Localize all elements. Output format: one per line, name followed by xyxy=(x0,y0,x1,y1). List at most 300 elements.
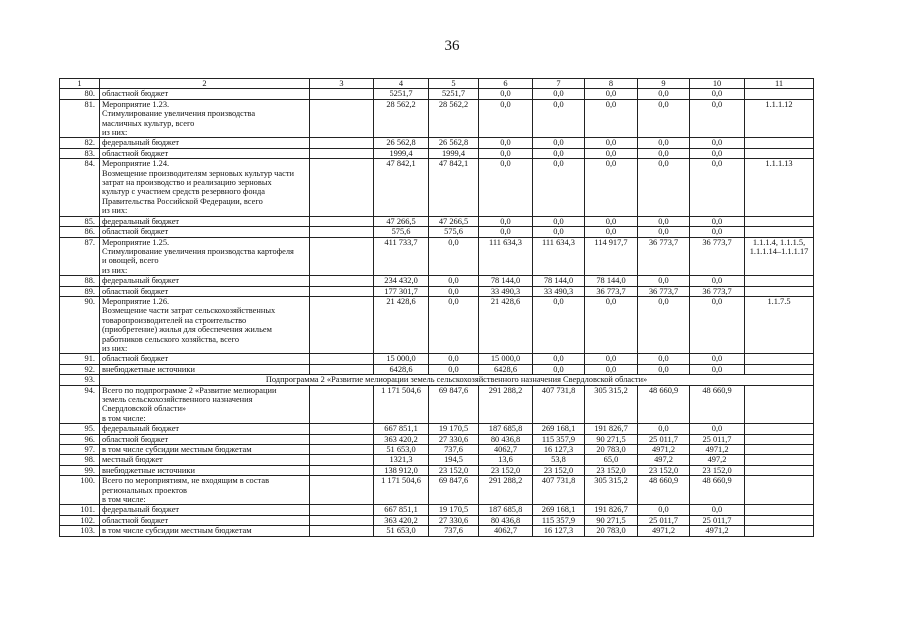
description-cell xyxy=(100,159,310,216)
description-line: Правительства Российской Федерации, всего xyxy=(102,196,263,206)
column-3-cell xyxy=(310,276,374,286)
value-cell: 28 562,2 xyxy=(429,99,479,138)
description-line: областной бюджет xyxy=(102,148,169,158)
value-cell: 0,0 xyxy=(585,296,638,353)
description-line: областной бюджет xyxy=(102,354,169,364)
description-cell xyxy=(100,148,310,158)
value-cell: 0,0 xyxy=(690,89,745,99)
description-cell xyxy=(100,227,310,237)
value-cell: 4971,2 xyxy=(690,445,745,455)
description-line: Всего по подпрограмме 2 «Развитие мелиорации xyxy=(102,385,277,395)
reference-cell xyxy=(745,286,814,296)
value-cell: 0,0 xyxy=(479,148,533,158)
value-cell: 23 152,0 xyxy=(690,465,745,475)
value-cell: 305 315,2 xyxy=(585,385,638,424)
header-cell: 8 xyxy=(585,79,638,89)
description-line: областной бюджет xyxy=(102,89,169,99)
row-number-cell: 80. xyxy=(60,89,100,99)
description-line: из них: xyxy=(102,265,128,275)
description-line: и овощей, всего xyxy=(102,256,159,266)
value-cell: 0,0 xyxy=(638,424,690,434)
description-line: масличных культур, всего xyxy=(102,118,195,128)
column-3-cell xyxy=(310,445,374,455)
value-cell: 13,6 xyxy=(479,455,533,465)
reference-cell xyxy=(745,216,814,226)
table-row xyxy=(60,364,814,374)
value-cell: 47 842,1 xyxy=(429,159,479,216)
value-cell: 1321,3 xyxy=(374,455,429,465)
value-cell: 4971,2 xyxy=(638,445,690,455)
table-row xyxy=(60,354,814,364)
value-cell: 33 490,3 xyxy=(479,286,533,296)
reference-cell xyxy=(745,385,814,424)
value-cell: 407 731,8 xyxy=(533,476,585,505)
description-line: областной бюджет xyxy=(102,515,169,525)
column-3-cell xyxy=(310,159,374,216)
value-cell: 0,0 xyxy=(533,89,585,99)
row-number-cell: 97. xyxy=(60,445,100,455)
table-row xyxy=(60,227,814,237)
value-cell: 0,0 xyxy=(638,148,690,158)
value-cell: 497,2 xyxy=(638,455,690,465)
column-3-cell xyxy=(310,99,374,138)
value-cell: 115 357,9 xyxy=(533,434,585,444)
value-cell: 23 152,0 xyxy=(533,465,585,475)
value-cell: 90 271,5 xyxy=(585,434,638,444)
value-cell: 0,0 xyxy=(479,99,533,138)
table-row xyxy=(60,476,814,505)
value-cell: 0,0 xyxy=(585,227,638,237)
table-row xyxy=(60,216,814,226)
column-3-cell xyxy=(310,424,374,434)
value-cell: 90 271,5 xyxy=(585,515,638,525)
description-cell xyxy=(100,364,310,374)
description-cell xyxy=(100,515,310,525)
description-cell xyxy=(100,216,310,226)
reference-cell xyxy=(745,276,814,286)
reference-cell xyxy=(745,445,814,455)
value-cell: 0,0 xyxy=(479,227,533,237)
description-line: земель сельскохозяйственного назначения xyxy=(102,395,253,404)
column-3-cell xyxy=(310,455,374,465)
description-cell xyxy=(100,434,310,444)
reference-cell: 1.1.1.4, 1.1.1.5, 1.1.1.14–1.1.1.17 xyxy=(745,237,814,276)
row-number-cell: 93. xyxy=(60,375,100,385)
value-cell: 0,0 xyxy=(585,159,638,216)
value-cell: 1 171 504,6 xyxy=(374,385,429,424)
header-cell: 5 xyxy=(429,79,479,89)
value-cell: 25 011,7 xyxy=(690,515,745,525)
value-cell: 667 851,1 xyxy=(374,505,429,515)
column-3-cell xyxy=(310,138,374,148)
description-cell xyxy=(100,445,310,455)
value-cell: 0,0 xyxy=(638,364,690,374)
reference-cell xyxy=(745,515,814,525)
value-cell: 115 357,9 xyxy=(533,515,585,525)
value-cell: 0,0 xyxy=(690,148,745,158)
value-cell: 5251,7 xyxy=(374,89,429,99)
row-number-cell: 86. xyxy=(60,227,100,237)
value-cell: 497,2 xyxy=(690,455,745,465)
value-cell: 36 773,7 xyxy=(585,286,638,296)
description-cell xyxy=(100,385,310,424)
description-cell xyxy=(100,505,310,515)
value-cell: 23 152,0 xyxy=(638,465,690,475)
value-cell: 26 562,8 xyxy=(429,138,479,148)
value-cell: 69 847,6 xyxy=(429,385,479,424)
table-row xyxy=(60,276,814,286)
reference-cell xyxy=(745,505,814,515)
value-cell: 0,0 xyxy=(638,159,690,216)
value-cell: 411 733,7 xyxy=(374,237,429,276)
value-cell: 187 685,8 xyxy=(479,505,533,515)
description-line: федеральный бюджет xyxy=(102,424,180,434)
value-cell: 305 315,2 xyxy=(585,476,638,505)
row-number-cell: 92. xyxy=(60,364,100,374)
value-cell: 0,0 xyxy=(429,296,479,353)
column-3-cell xyxy=(310,385,374,424)
value-cell: 19 170,5 xyxy=(429,424,479,434)
value-cell: 48 660,9 xyxy=(690,476,745,505)
header-cell: 6 xyxy=(479,79,533,89)
row-number-cell: 84. xyxy=(60,159,100,216)
value-cell: 28 562,2 xyxy=(374,99,429,138)
column-3-cell xyxy=(310,515,374,525)
column-3-cell xyxy=(310,364,374,374)
description-line: Свердловской области» xyxy=(102,404,187,414)
value-cell: 6428,6 xyxy=(479,364,533,374)
value-cell: 0,0 xyxy=(585,364,638,374)
column-3-cell xyxy=(310,286,374,296)
header-cell: 9 xyxy=(638,79,690,89)
row-number-cell: 81. xyxy=(60,99,100,138)
value-cell: 15 000,0 xyxy=(374,354,429,364)
reference-cell xyxy=(745,526,814,536)
value-cell: 575,6 xyxy=(429,227,479,237)
value-cell: 0,0 xyxy=(429,354,479,364)
description-line: в том числе: xyxy=(102,413,146,423)
table-row xyxy=(60,465,814,475)
description-line: Стимулирование увеличения производства картофеля xyxy=(102,246,294,256)
value-cell: 187 685,8 xyxy=(479,424,533,434)
description-line: областной бюджет xyxy=(102,434,169,444)
description-cell xyxy=(100,99,310,138)
value-cell: 20 783,0 xyxy=(585,445,638,455)
reference-cell xyxy=(745,89,814,99)
description-cell xyxy=(100,526,310,536)
value-cell: 16 127,3 xyxy=(533,445,585,455)
column-3-cell xyxy=(310,465,374,475)
value-cell: 4971,2 xyxy=(690,526,745,536)
table-row xyxy=(60,296,814,353)
table-row xyxy=(60,375,814,385)
value-cell: 0,0 xyxy=(533,99,585,138)
column-3-cell xyxy=(310,89,374,99)
value-cell: 0,0 xyxy=(638,227,690,237)
value-cell: 1999,4 xyxy=(429,148,479,158)
description-line: затрат на производство и реализацию зерновых xyxy=(102,178,272,188)
value-cell: 0,0 xyxy=(638,276,690,286)
value-cell: 0,0 xyxy=(479,159,533,216)
value-cell: 33 490,3 xyxy=(533,286,585,296)
column-3-cell xyxy=(310,237,374,276)
value-cell: 48 660,9 xyxy=(638,385,690,424)
description-line: внебюджетные источники xyxy=(102,465,195,475)
value-cell: 78 144,0 xyxy=(585,276,638,286)
table-row xyxy=(60,526,814,536)
table-row xyxy=(60,434,814,444)
value-cell: 114 917,7 xyxy=(585,237,638,276)
value-cell: 65,0 xyxy=(585,455,638,465)
value-cell: 4971,2 xyxy=(638,526,690,536)
header-cell: 7 xyxy=(533,79,585,89)
description-line: региональных проектов xyxy=(102,485,187,495)
value-cell: 291 288,2 xyxy=(479,476,533,505)
value-cell: 36 773,7 xyxy=(690,237,745,276)
description-cell xyxy=(100,455,310,465)
table-row xyxy=(60,445,814,455)
value-cell: 0,0 xyxy=(690,159,745,216)
value-cell: 0,0 xyxy=(479,89,533,99)
value-cell: 0,0 xyxy=(690,138,745,148)
value-cell: 1 171 504,6 xyxy=(374,476,429,505)
description-cell xyxy=(100,89,310,99)
description-line: Возмещение части затрат сельскохозяйственных xyxy=(102,306,276,316)
value-cell: 0,0 xyxy=(690,505,745,515)
description-line: в том числе субсидии местным бюджетам xyxy=(102,445,252,455)
value-cell: 0,0 xyxy=(690,364,745,374)
value-cell: 53,8 xyxy=(533,455,585,465)
description-line: (приобретение) жилья для обеспечения жильем xyxy=(102,325,272,335)
value-cell: 0,0 xyxy=(638,505,690,515)
row-number-cell: 103. xyxy=(60,526,100,536)
header-cell: 1 xyxy=(60,79,100,89)
description-line: Стимулирование увеличения производства xyxy=(102,109,256,119)
value-cell: 27 330,6 xyxy=(429,515,479,525)
value-cell: 69 847,6 xyxy=(429,476,479,505)
value-cell: 0,0 xyxy=(429,276,479,286)
value-cell: 0,0 xyxy=(638,216,690,226)
value-cell: 80 436,8 xyxy=(479,515,533,525)
header-cell: 2 xyxy=(100,79,310,89)
value-cell: 0,0 xyxy=(690,354,745,364)
value-cell: 0,0 xyxy=(479,138,533,148)
row-number-cell: 89. xyxy=(60,286,100,296)
table-row xyxy=(60,148,814,158)
value-cell: 0,0 xyxy=(690,216,745,226)
description-cell xyxy=(100,296,310,353)
value-cell: 36 773,7 xyxy=(638,286,690,296)
value-cell: 0,0 xyxy=(690,424,745,434)
header-cell: 10 xyxy=(690,79,745,89)
value-cell: 0,0 xyxy=(585,148,638,158)
description-line: областной бюджет xyxy=(102,227,169,237)
value-cell: 1999,4 xyxy=(374,148,429,158)
description-line: Мероприятие 1.25. xyxy=(102,237,170,247)
row-number-cell: 99. xyxy=(60,465,100,475)
value-cell: 194,5 xyxy=(429,455,479,465)
value-cell: 19 170,5 xyxy=(429,505,479,515)
description-line: Мероприятие 1.23. xyxy=(102,99,170,109)
column-3-cell xyxy=(310,354,374,364)
table-row xyxy=(60,424,814,434)
reference-cell xyxy=(745,138,814,148)
reference-cell xyxy=(745,424,814,434)
budget-table xyxy=(59,78,814,537)
value-cell: 667 851,1 xyxy=(374,424,429,434)
value-cell: 0,0 xyxy=(638,354,690,364)
value-cell: 25 011,7 xyxy=(638,434,690,444)
table-row xyxy=(60,455,814,465)
row-number-cell: 96. xyxy=(60,434,100,444)
description-line: культур с участием средств резервного фонда xyxy=(102,187,265,197)
reference-cell xyxy=(745,364,814,374)
description-cell xyxy=(100,424,310,434)
column-3-cell xyxy=(310,434,374,444)
value-cell: 575,6 xyxy=(374,227,429,237)
value-cell: 0,0 xyxy=(585,216,638,226)
value-cell: 0,0 xyxy=(429,286,479,296)
description-line: Всего по мероприятиям, не входящим в состав xyxy=(102,476,270,486)
row-number-cell: 94. xyxy=(60,385,100,424)
value-cell: 269 168,1 xyxy=(533,424,585,434)
value-cell: 47 266,5 xyxy=(429,216,479,226)
description-line: федеральный бюджет xyxy=(102,138,180,148)
row-number-cell: 87. xyxy=(60,237,100,276)
row-number-cell: 102. xyxy=(60,515,100,525)
table-row xyxy=(60,286,814,296)
value-cell: 0,0 xyxy=(533,354,585,364)
value-cell: 111 634,3 xyxy=(479,237,533,276)
value-cell: 291 288,2 xyxy=(479,385,533,424)
value-cell: 20 783,0 xyxy=(585,526,638,536)
column-3-cell xyxy=(310,476,374,505)
value-cell: 177 301,7 xyxy=(374,286,429,296)
header-cell: 11 xyxy=(745,79,814,89)
value-cell: 269 168,1 xyxy=(533,505,585,515)
table-row xyxy=(60,89,814,99)
value-cell: 0,0 xyxy=(585,99,638,138)
value-cell: 234 432,0 xyxy=(374,276,429,286)
header-cell: 3 xyxy=(310,79,374,89)
description-line: в том числе субсидии местным бюджетам xyxy=(102,526,252,536)
row-number-cell: 88. xyxy=(60,276,100,286)
value-cell: 47 842,1 xyxy=(374,159,429,216)
value-cell: 0,0 xyxy=(533,216,585,226)
table-row xyxy=(60,385,814,424)
description-line: местный бюджет xyxy=(102,455,163,465)
reference-cell xyxy=(745,227,814,237)
description-line: из них: xyxy=(102,206,128,216)
value-cell: 78 144,0 xyxy=(479,276,533,286)
description-line: областной бюджет xyxy=(102,286,169,296)
value-cell: 6428,6 xyxy=(374,364,429,374)
description-line: федеральный бюджет xyxy=(102,505,180,515)
value-cell: 80 436,8 xyxy=(479,434,533,444)
value-cell: 26 562,8 xyxy=(374,138,429,148)
value-cell: 0,0 xyxy=(429,364,479,374)
column-3-cell xyxy=(310,505,374,515)
description-line: федеральный бюджет xyxy=(102,276,180,286)
reference-cell xyxy=(745,476,814,505)
value-cell: 23 152,0 xyxy=(585,465,638,475)
value-cell: 0,0 xyxy=(690,276,745,286)
reference-cell: 1.1.7.5 xyxy=(745,296,814,353)
value-cell: 15 000,0 xyxy=(479,354,533,364)
row-number-cell: 101. xyxy=(60,505,100,515)
column-3-cell xyxy=(310,227,374,237)
value-cell: 191 826,7 xyxy=(585,424,638,434)
value-cell: 363 420,2 xyxy=(374,434,429,444)
table-row xyxy=(60,99,814,138)
value-cell: 0,0 xyxy=(638,138,690,148)
description-line: Мероприятие 1.24. xyxy=(102,159,170,169)
value-cell: 363 420,2 xyxy=(374,515,429,525)
description-line: Мероприятие 1.26. xyxy=(102,296,170,306)
value-cell: 0,0 xyxy=(585,138,638,148)
value-cell: 0,0 xyxy=(638,296,690,353)
value-cell: 0,0 xyxy=(533,148,585,158)
description-line: Возмещение производителям зерновых культур части xyxy=(102,168,294,178)
reference-cell xyxy=(745,354,814,364)
value-cell: 0,0 xyxy=(638,99,690,138)
reference-cell xyxy=(745,434,814,444)
value-cell: 16 127,3 xyxy=(533,526,585,536)
page-number: 36 xyxy=(444,38,460,54)
value-cell: 23 152,0 xyxy=(479,465,533,475)
column-3-cell xyxy=(310,148,374,158)
description-line: из них: xyxy=(102,343,128,353)
description-cell xyxy=(100,237,310,276)
reference-cell xyxy=(745,455,814,465)
value-cell: 0,0 xyxy=(690,227,745,237)
table-row xyxy=(60,515,814,525)
value-cell: 51 653,0 xyxy=(374,526,429,536)
value-cell: 23 152,0 xyxy=(429,465,479,475)
column-3-cell xyxy=(310,296,374,353)
value-cell: 51 653,0 xyxy=(374,445,429,455)
header-row xyxy=(60,79,814,89)
description-cell xyxy=(100,276,310,286)
value-cell: 111 634,3 xyxy=(533,237,585,276)
value-cell: 0,0 xyxy=(585,89,638,99)
row-number-cell: 82. xyxy=(60,138,100,148)
row-number-cell: 95. xyxy=(60,424,100,434)
description-line: в том числе: xyxy=(102,495,146,505)
value-cell: 21 428,6 xyxy=(479,296,533,353)
reference-cell xyxy=(745,465,814,475)
value-cell: 78 144,0 xyxy=(533,276,585,286)
row-number-cell: 85. xyxy=(60,216,100,226)
row-number-cell: 98. xyxy=(60,455,100,465)
row-number-cell: 100. xyxy=(60,476,100,505)
column-3-cell xyxy=(310,216,374,226)
value-cell: 191 826,7 xyxy=(585,505,638,515)
value-cell: 407 731,8 xyxy=(533,385,585,424)
value-cell: 47 266,5 xyxy=(374,216,429,226)
value-cell: 0,0 xyxy=(533,138,585,148)
value-cell: 138 912,0 xyxy=(374,465,429,475)
column-3-cell xyxy=(310,526,374,536)
table-row xyxy=(60,505,814,515)
value-cell: 0,0 xyxy=(429,237,479,276)
description-line: товаропроизводителей на строительство xyxy=(102,315,247,325)
value-cell: 0,0 xyxy=(690,99,745,138)
reference-cell: 1.1.1.12 xyxy=(745,99,814,138)
value-cell: 0,0 xyxy=(690,296,745,353)
value-cell: 737,6 xyxy=(429,445,479,455)
value-cell: 0,0 xyxy=(585,354,638,364)
